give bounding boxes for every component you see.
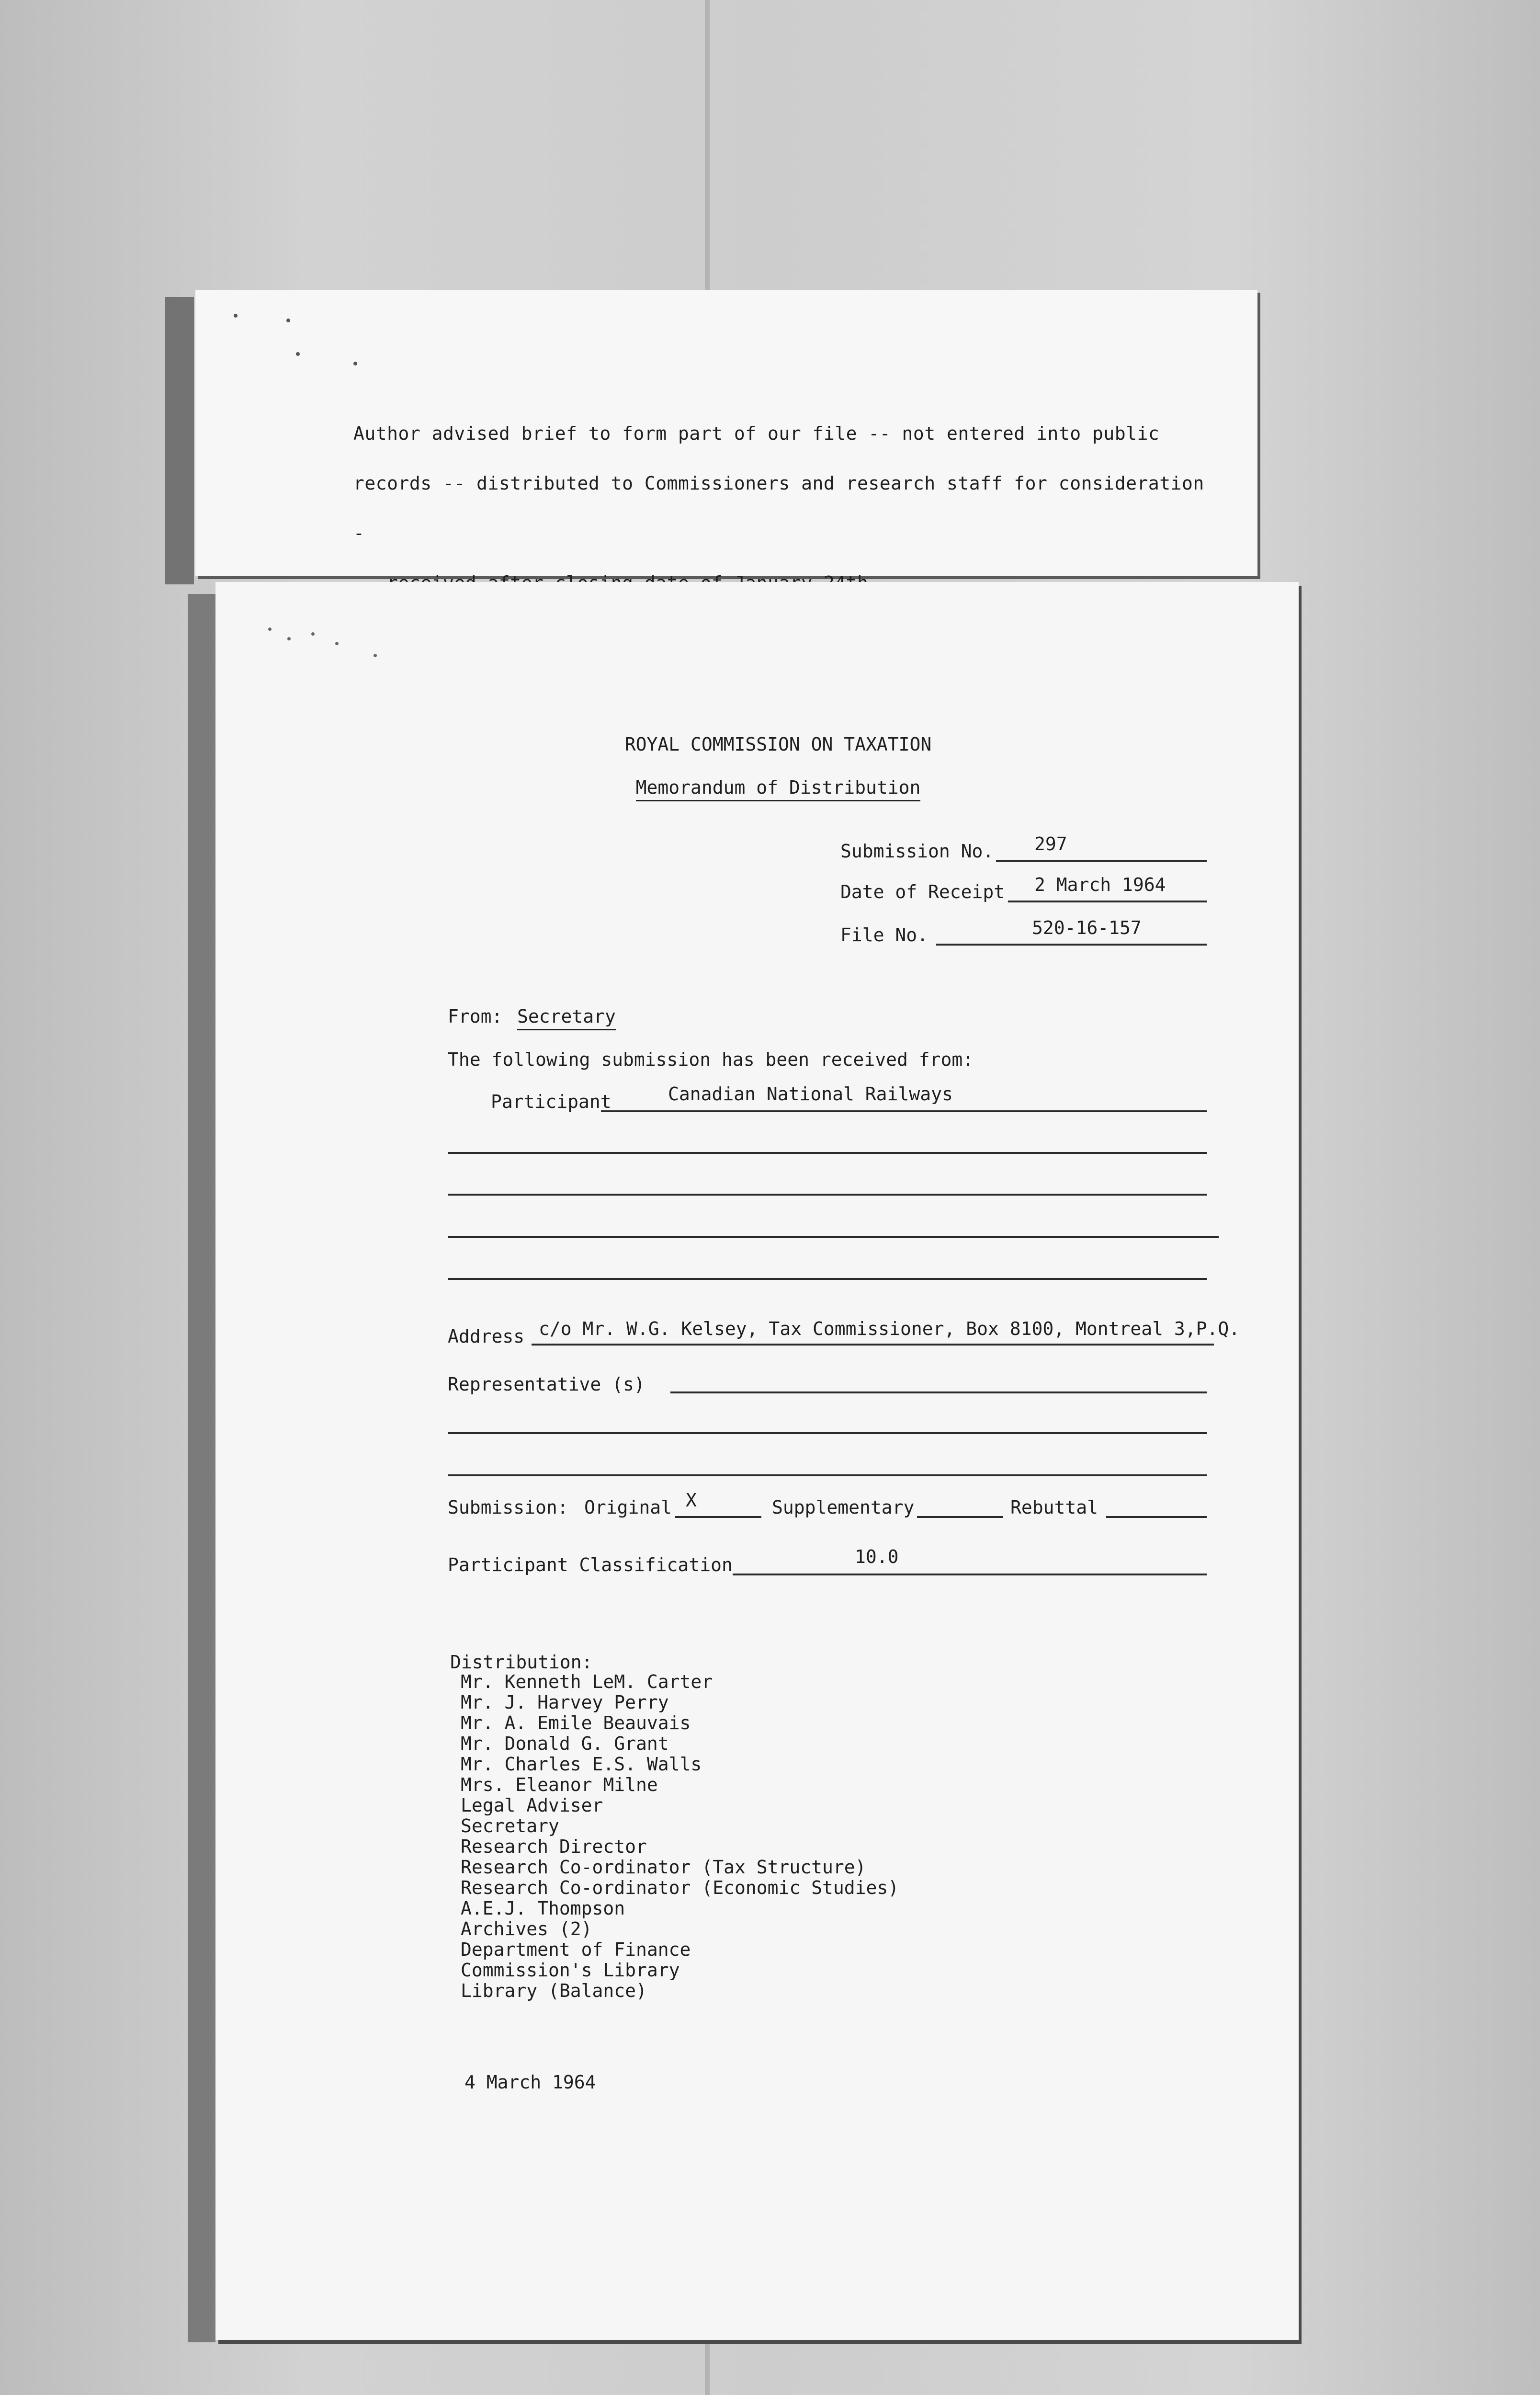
distribution-item: Research Co-ordinator (Economic Studies): [461, 1877, 899, 1898]
submission-no-line: [996, 860, 1207, 862]
distribution-item: Archives (2): [461, 1918, 592, 1939]
representative-line: [670, 1391, 1207, 1393]
note-slip: [195, 290, 1257, 576]
received-from-text: The following submission has been received from:: [448, 1049, 974, 1070]
address-label: Address: [448, 1326, 525, 1347]
original-mark: X: [686, 1490, 697, 1511]
file-no-value: 520-16-157: [1032, 917, 1142, 938]
representative-label: Representative (s): [448, 1374, 645, 1395]
rebuttal-label: Rebuttal: [1010, 1497, 1098, 1518]
classification-label: Participant Classification: [448, 1554, 733, 1575]
left-shadow-edge: [165, 297, 194, 584]
distribution-item: Mrs. Eleanor Milne: [461, 1774, 658, 1795]
participant-blank-line: [448, 1152, 1207, 1154]
classification-value: 10.0: [855, 1546, 899, 1567]
distribution-item: Department of Finance: [461, 1939, 691, 1960]
supplementary-label: Supplementary: [772, 1497, 915, 1518]
file-no-label: File No.: [840, 924, 929, 946]
distribution-item: Mr. J. Harvey Perry: [461, 1692, 669, 1713]
memo-page: [215, 582, 1299, 2340]
distribution-item: Mr. Kenneth LeM. Carter: [461, 1671, 713, 1692]
address-value: c/o Mr. W.G. Kelsey, Tax Commissioner, Box 8100, Montreal 3,P.Q.: [539, 1318, 1240, 1339]
participant-blank-line: [448, 1194, 1207, 1196]
memo-title: ROYAL COMMISSION ON TAXATION: [624, 734, 932, 755]
note-line: Author advised brief to form part of our file -- not entered into public: [353, 423, 1160, 444]
note-line: records -- distributed to Commissioners and research staff for consideration -: [353, 473, 1204, 544]
distribution-item: Mr. Charles E.S. Walls: [461, 1754, 702, 1775]
distribution-list: [461, 1672, 899, 2001]
from-label: From:: [448, 1006, 503, 1027]
distribution-item: A.E.J. Thompson: [461, 1898, 625, 1919]
distribution-item: Research Director: [461, 1836, 647, 1857]
distribution-item: Legal Adviser: [461, 1795, 603, 1816]
participant-blank-line: [448, 1278, 1207, 1280]
participant-blank-line: [448, 1236, 1219, 1238]
distribution-item: Mr. A. Emile Beauvais: [461, 1712, 691, 1734]
distribution-item: Commission's Library: [461, 1960, 680, 1981]
memo-date: 4 March 1964: [464, 2072, 596, 2093]
page-left-shadow-edge: [188, 594, 215, 2342]
original-label: Original: [584, 1497, 672, 1518]
classification-line: [733, 1574, 1207, 1575]
from-value: [517, 1006, 616, 1027]
distribution-heading: Distribution:: [450, 1652, 593, 1673]
date-of-receipt-label: Date of Receipt: [840, 881, 1005, 902]
distribution-item: Research Co-ordinator (Tax Structure): [461, 1857, 866, 1878]
participant-line: [601, 1110, 1207, 1112]
distribution-item: Secretary: [461, 1815, 559, 1836]
address-line: [532, 1344, 1214, 1346]
date-of-receipt-line: [1008, 901, 1207, 902]
original-line: [675, 1516, 761, 1518]
representative-blank-line: [448, 1432, 1207, 1434]
date-of-receipt-value: 2 March 1964: [1034, 874, 1166, 895]
representative-blank-line: [448, 1474, 1207, 1476]
memo-subtitle: [527, 777, 1030, 798]
supplementary-line: [917, 1516, 1003, 1518]
participant-value: Canadian National Railways: [668, 1083, 953, 1105]
file-no-line: [936, 944, 1207, 946]
submission-no-value: 297: [1034, 833, 1067, 855]
submission-type-label: Submission:: [448, 1497, 568, 1518]
note-text: [353, 409, 1225, 608]
participant-label: Participant: [491, 1091, 611, 1112]
distribution-item: Library (Balance): [461, 1980, 647, 2001]
memo-subtitle-text: Memorandum of Distribution: [636, 777, 921, 801]
distribution-item: Mr. Donald G. Grant: [461, 1733, 669, 1754]
submission-no-label: Submission No.: [840, 841, 994, 862]
rebuttal-line: [1106, 1516, 1207, 1518]
from-value-text: Secretary: [517, 1006, 616, 1030]
